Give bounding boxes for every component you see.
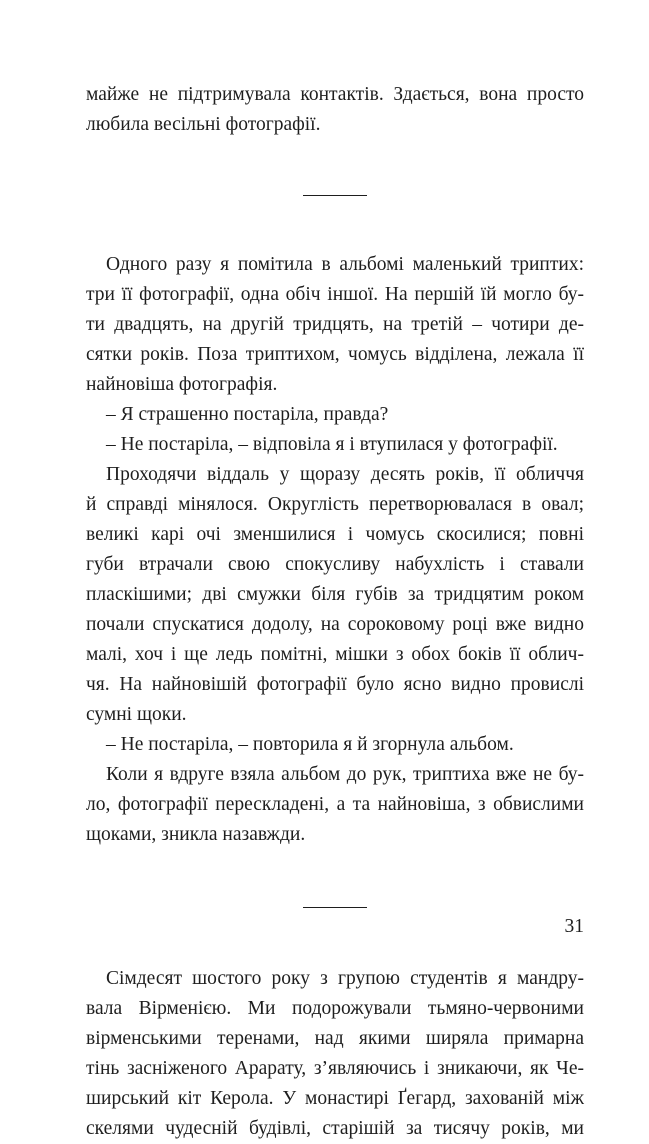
text-line: вала Вірменією. Ми подорожували тьмяно-червоними bbox=[86, 998, 584, 1019]
dialogue-line bbox=[86, 400, 584, 430]
text-line: Сімдесят шостого року з групою студентів я мандру- bbox=[106, 968, 584, 989]
text-line: Коли я вдруге взяла альбом до рук, триптиха вже не бу- bbox=[106, 764, 584, 785]
text-line: сумні щоки. bbox=[86, 704, 187, 725]
text-line: скелями чудесній будівлі, старішій за тисячу років, ми bbox=[86, 1118, 584, 1139]
text-line: чя. На найновішій фотографії було ясно видно провислі bbox=[86, 674, 584, 695]
paragraph bbox=[86, 760, 584, 850]
paragraph bbox=[86, 250, 584, 400]
text-line: любила весільні фотографії. bbox=[86, 114, 321, 135]
section-break bbox=[86, 850, 584, 964]
text-line: – Не постаріла, – відповіла я і втупилася у фотографії. bbox=[106, 434, 558, 455]
text-line: – Я страшенно постаріла, правда? bbox=[106, 404, 389, 425]
dialogue-line bbox=[86, 430, 584, 460]
text-line: малі, хоч і ще ледь помітні, мішки з обох боків її облич- bbox=[86, 644, 584, 665]
text-line: сятки років. Поза триптихом, чомусь відділена, лежала її bbox=[86, 344, 584, 365]
text-line: Одного разу я помітила в альбомі маленький триптих: bbox=[106, 254, 584, 275]
dialogue-line bbox=[86, 730, 584, 760]
text-line: Проходячи віддаль у щоразу десять років, її обличчя bbox=[106, 464, 584, 485]
text-line: майже не підтримувала контактів. Здається, вона просто bbox=[86, 84, 584, 105]
paragraph-continuation bbox=[86, 80, 584, 140]
text-line: почали спускатися додолу, на сороковому році вже видно bbox=[86, 614, 584, 635]
text-line: – Не постаріла, – повторила я й згорнула альбом. bbox=[106, 734, 514, 755]
book-page bbox=[86, 80, 584, 1144]
text-line: три її фотографії, одна обіч іншої. На першій їй могло бу- bbox=[86, 284, 584, 305]
paragraph bbox=[86, 964, 584, 1144]
text-line: й справді мінялося. Округлість перетворювалася в овал; bbox=[86, 494, 584, 515]
section-separator-rule bbox=[303, 907, 367, 908]
section-separator-rule bbox=[303, 195, 367, 196]
text-line: губи втрачали свою спокусливу набухлість і ставали bbox=[86, 554, 584, 575]
text-line: ти двадцять, на другій тридцять, на третій – чотири де- bbox=[86, 314, 584, 335]
text-line: вірменськими теренами, над якими ширяла примарна bbox=[86, 1028, 584, 1049]
page-number: 31 bbox=[564, 916, 584, 937]
paragraph bbox=[86, 460, 584, 730]
text-line: плаcкішими; дві смужки біля губів за тридцятим роком bbox=[86, 584, 584, 605]
text-line: щоками, зникла назавжди. bbox=[86, 824, 306, 845]
text-line: найновіша фотографія. bbox=[86, 374, 278, 395]
text-line: ширський кіт Керола. У монастирі Ґегард, захованій між bbox=[86, 1088, 584, 1109]
text-line: ло, фотографії перескладені, а та найновіша, з обвислими bbox=[86, 794, 584, 815]
text-line: тінь засніженого Арарату, з’являючись і зникаючи, як Че- bbox=[86, 1058, 584, 1079]
section-break bbox=[86, 140, 584, 250]
text-line: великі карі очі зменшилися і чомусь скосилися; повні bbox=[86, 524, 584, 545]
